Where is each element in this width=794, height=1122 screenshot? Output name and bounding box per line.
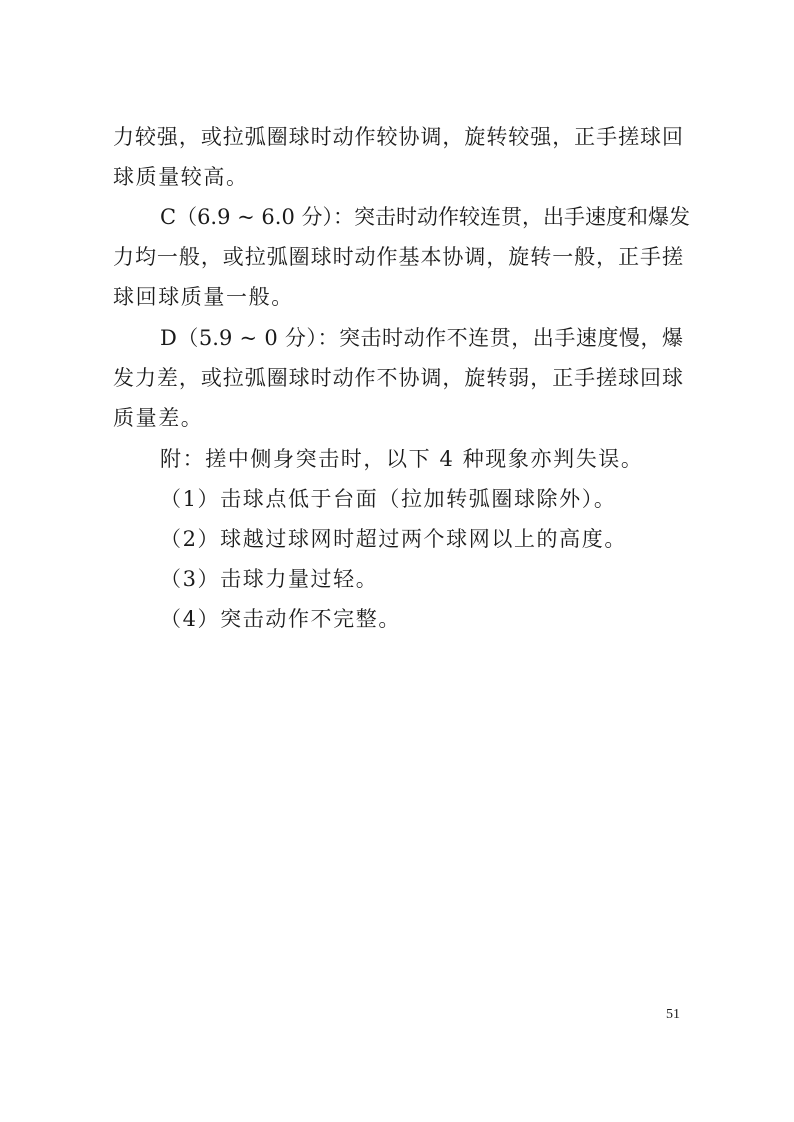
page-number: 51: [666, 1007, 680, 1022]
text-line: 球回球质量一般。: [113, 285, 294, 309]
list-item: （2）球越过球网时超过两个球网以上的高度。: [160, 527, 627, 551]
list-item: （4）突击动作不完整。: [160, 607, 401, 631]
text-line: 质量差。: [113, 406, 204, 430]
text-line: 球质量较高。: [113, 165, 249, 189]
appendix-line: 附：搓中侧身突击时，以下 4 种现象亦判失误。: [160, 447, 644, 471]
grade-c-line: C（6.9 ~ 6.0 分）：突击时动作较连贯，出手速度和爆发: [160, 205, 690, 229]
text-line: 发力差，或拉弧圈球时动作不协调，旋转弱，正手搓球回球: [113, 366, 683, 390]
text-line: 力较强，或拉弧圈球时动作较协调，旋转较强，正手搓球回: [113, 125, 683, 149]
text-line: 力均一般，或拉弧圈球时动作基本协调，旋转一般，正手搓: [113, 245, 683, 269]
list-item: （1）击球点低于台面（拉加转弧圈球除外）。: [160, 487, 617, 511]
grade-d-line: D（5.9 ~ 0 分）：突击时动作不连贯，出手速度慢，爆: [160, 326, 683, 350]
list-item: （3）击球力量过轻。: [160, 567, 379, 591]
